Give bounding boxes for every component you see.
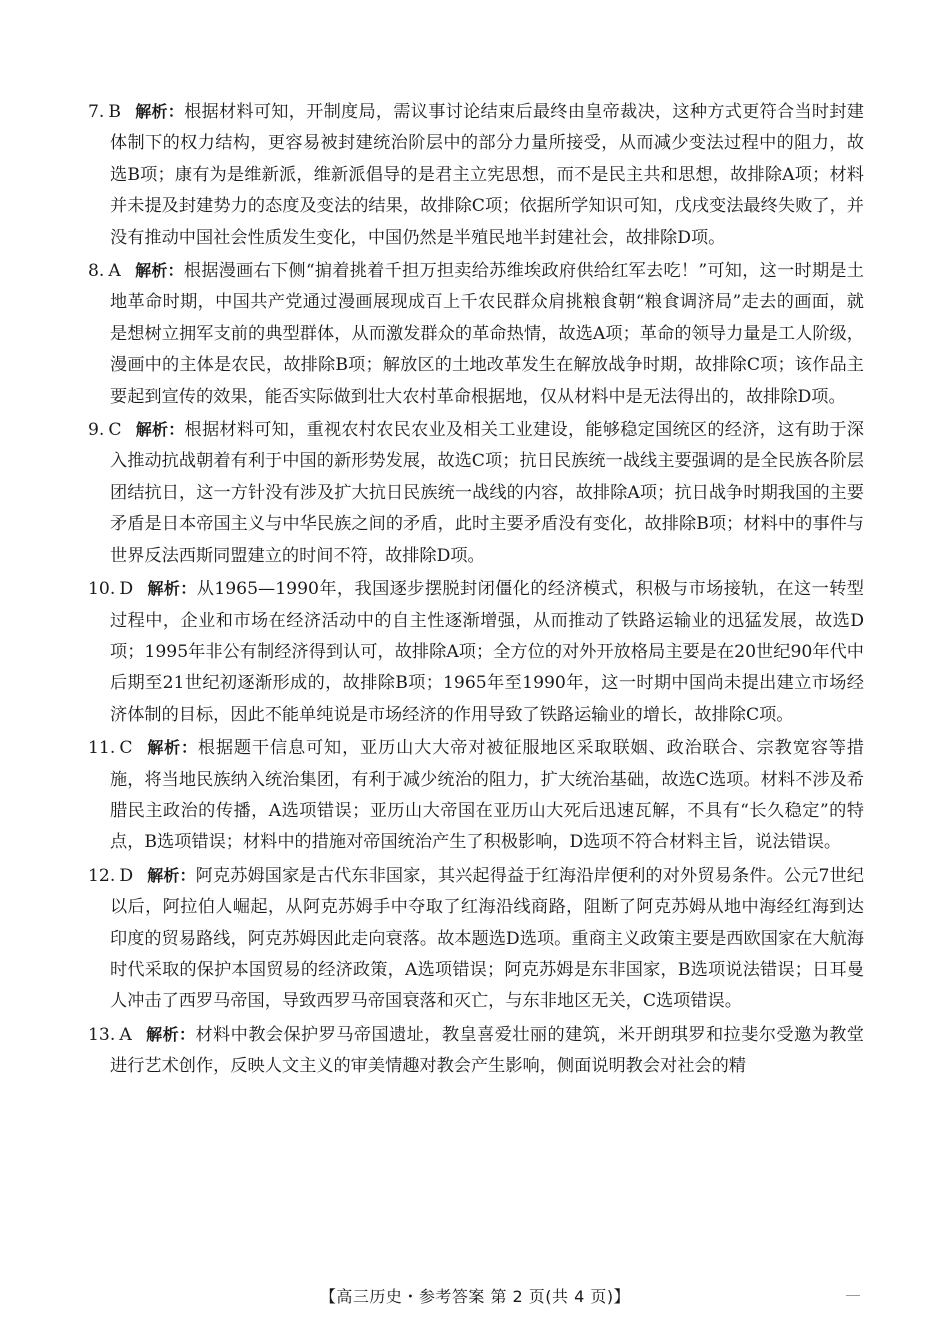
item-number: 10. [88,579,116,600]
item-answer: D [119,865,134,886]
answer-item-8 [88,255,864,413]
page-footer: 【高三历史・参考答案 第 2 页(共 4 页)】 [319,1287,631,1306]
answer-item-7 [88,96,864,254]
item-answer: A [119,1024,132,1045]
answer-list [88,96,864,1084]
analysis-text: 根据材料可知，开制度局，需议事讨论结束后最终由皇帝裁决，这种方式更符合当时封建体制下的权力结构，更容易被封建统治阶层中的部分力量所接受，从而减少变法过程中的阻力，故选B项；康有为是维新派，维新派倡导的是君主立宪思想，而不是民主共和思想，故排除A项；材料并未提及封建势力的态度及变法的结果，故排除C项；依据所学知识可知，戊戌变法最终失败了，并没有推动中国社会性质发生变化，中国仍然是半殖民地半封建社会，故排除D项。 [110,102,864,248]
answer-item-9 [88,414,864,572]
analysis-label: 解析： [147,579,197,599]
item-answer: B [108,102,122,122]
item-answer: D [119,579,134,600]
analysis-text: 根据材料可知，重视农村农民农业及相关工业建设，能够稳定国统区的经济，这有助于深入推动抗战朝着有利于中国的新形势发展，故选C项；抗日民族统一战线主要强调的是全民族各阶层团结抗日，这一方针没有涉及扩大抗日民族统一战线的内容，故排除A项；抗日战争时期我国的主要矛盾是日本帝国主义与中华民族之间的矛盾，此时主要矛盾没有变化，故排除B项；材料中的事件与世界反法西斯同盟建立的时间不符，故排除D项。 [110,420,864,566]
analysis-label: 解析： [134,261,184,281]
answer-item-11 [88,732,864,859]
analysis-text: 阿克苏姆国家是古代东非国家，其兴起得益于红海沿岸便利的对外贸易条件。公元7世纪以后，阿拉伯人崛起，从阿克苏姆手中夺取了红海沿线商路，阻断了阿克苏姆从地中海经红海到达印度的贸易路线，阿克苏姆因此走向衰落。故本题选D选项。重商主义政策主要是西欧国家在大航海时代采取的保护本国贸易的经济政策，A选项错误；阿克苏姆是东非国家，B选项说法错误；日耳曼人冲击了西罗马帝国，导致西罗马帝国衰落和灭亡，与东非地区无关，C选项错误。 [110,865,864,1012]
analysis-label: 解析： [135,102,185,121]
item-number: 12. [88,865,116,886]
item-number: 8. [88,261,105,282]
answer-item-12 [88,860,864,1018]
item-number: 13. [88,1024,116,1045]
item-answer: A [108,261,121,282]
item-number: 7. [88,102,105,122]
analysis-text: 从1965—1990年，我国逐步摆脱封闭僵化的经济模式，积极与市场接轨，在这一转型过程中，企业和市场在经济活动中的自主性逐渐增强，从而推动了铁路运输业的迅猛发展，故选D项；1995年非公有制经济得到认可，故排除A项；全方位的对外开放格局主要是在20世纪90年代中后期至21世纪初逐渐形成的，故排除B项；1965年至1990年，这一时期中国尚未提出建立市场经济体制的目标，因此不能单纯说是市场经济的作用导致了铁路运输业的增长，故排除C项。 [110,579,864,725]
analysis-text: 材料中教会保护罗马帝国遗址，教皇喜爱壮丽的建筑，米开朗琪罗和拉斐尔受邀为教堂进行艺术创作，反映人文主义的审美情趣对教会产生影响，侧面说明教会对社会的精 [110,1024,864,1077]
footer-mark [846,1295,860,1296]
analysis-label: 解析： [146,738,198,758]
answer-item-13 [88,1019,864,1083]
answer-item-10 [88,573,864,731]
item-answer: C [119,738,133,759]
analysis-text: 根据漫画右下侧“掮着挑着千担万担卖给苏维埃政府供给红军去吃！”可知，这一时期是土地革命时期，中国共产党通过漫画展现成百上千农民群众肩挑粮食朝“粮食调济局”走去的画面，就是想树立拥军支前的典型群体，从而激发群众的革命热情，故选A项；革命的领导力量是工人阶级，漫画中的主体是农民，故排除B项；解放区的土地改革发生在解放战争时期，故排除C项；该作品主要起到宣传的效果，能否实际做到壮大农村革命根据地，仅从材料中是无法得出的，故排除D项。 [110,261,864,407]
analysis-label: 解析： [145,1024,196,1044]
analysis-label: 解析： [147,865,196,885]
item-answer: C [108,420,122,441]
item-number: 11. [88,738,116,759]
item-number: 9. [88,420,105,441]
analysis-label: 解析： [135,420,185,440]
analysis-text: 根据题干信息可知，亚历山大大帝对被征服地区采取联姻、政治联合、宗教宽容等措施，将当地民族纳入统治集团，有利于减少统治的阻力，扩大统治基础，故选C选项。材料不涉及希腊民主政治的传播，A选项错误；亚历山大帝国在亚历山大死后迅速瓦解，不具有“长久稳定”的特点，B选项错误；材料中的措施对帝国统治产生了积极影响，D选项不符合材料主旨，说法错误。 [110,738,864,853]
